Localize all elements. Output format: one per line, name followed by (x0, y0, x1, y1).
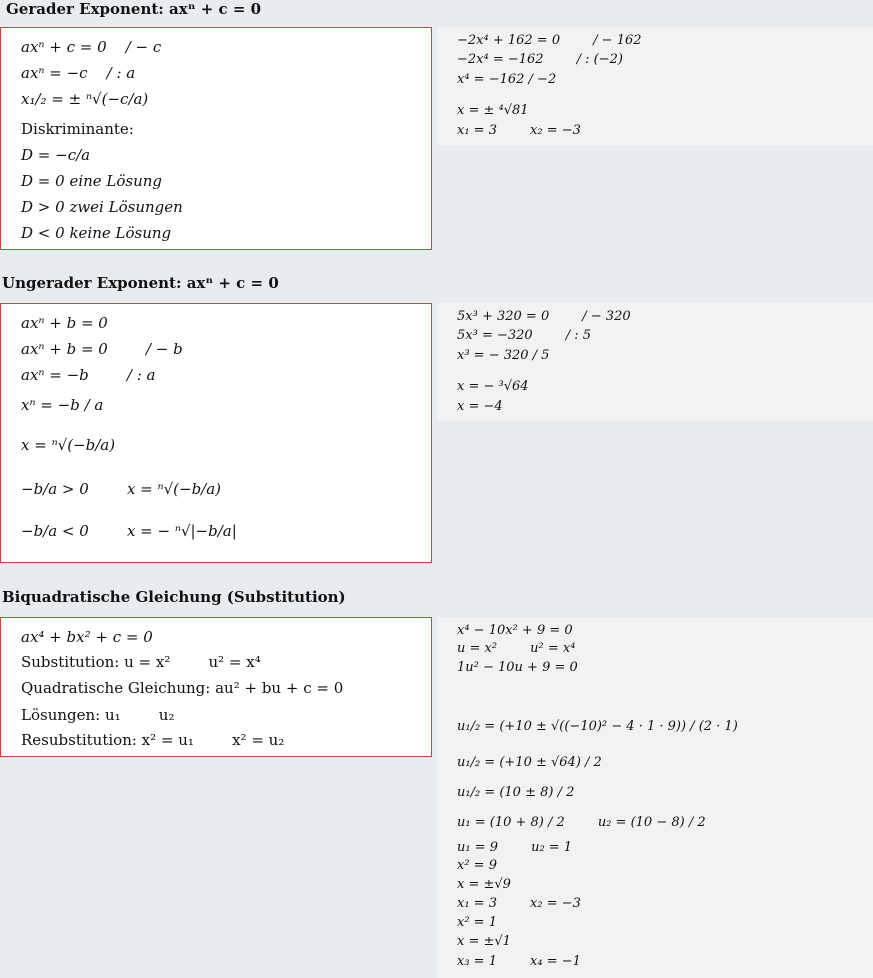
example-line: x₃ = 1 x₄ = −1 (457, 954, 581, 969)
formula-line: axⁿ + b = 0 (21, 314, 108, 332)
example-panel-gerader-exponent (437, 27, 873, 145)
example-line: x = − ³√64 (457, 379, 529, 394)
formula-box-biquadratische-gleichung (0, 617, 432, 757)
section-heading-biquadratische-gleichung: Biquadratische Gleichung (Substitution) (2, 588, 346, 606)
formula-line: x = ⁿ√(−b/a) (21, 436, 116, 454)
example-line: 5x³ + 320 = 0 / − 320 (457, 309, 631, 324)
formula-line: D < 0 keine Lösung (21, 224, 172, 242)
formula-line: Diskriminante: (21, 120, 134, 138)
formula-line: −b/a > 0 x = ⁿ√(−b/a) (21, 480, 222, 498)
example-line: x = ±√1 (457, 934, 511, 949)
example-line: 5x³ = −320 / : 5 (457, 328, 592, 343)
example-panel-biquadratische-gleichung (437, 617, 873, 978)
formula-line: x₁/₂ = ± ⁿ√(−c/a) (21, 90, 149, 108)
formula-line: Quadratische Gleichung: au² + bu + c = 0 (21, 679, 344, 697)
example-line: x = −4 (457, 399, 503, 414)
example-line: x = ±√9 (457, 877, 511, 892)
example-line: x⁴ = −162 / −2 (457, 72, 557, 87)
example-line: −2x⁴ + 162 = 0 / − 162 (457, 33, 642, 48)
example-line: u₁/₂ = (10 ± 8) / 2 (457, 785, 575, 800)
formula-line: axⁿ = −c / : a (21, 64, 136, 82)
example-line: u₁ = 9 u₂ = 1 (457, 840, 573, 855)
formula-line: −b/a < 0 x = − ⁿ√|−b/a| (21, 522, 237, 540)
section-heading-gerader-exponent: Gerader Exponent: axⁿ + c = 0 (6, 0, 262, 18)
example-line: x⁴ − 10x² + 9 = 0 (457, 623, 573, 638)
example-line: 1u² − 10u + 9 = 0 (457, 660, 578, 675)
example-line: u = x² u² = x⁴ (457, 641, 576, 656)
formula-line: D = 0 eine Lösung (21, 172, 163, 190)
example-line: x² = 1 (457, 915, 497, 930)
formula-box-ungerader-exponent (0, 303, 432, 563)
formula-line: Resubstitution: x² = u₁ x² = u₂ (21, 731, 285, 749)
example-line: x = ± ⁴√81 (457, 103, 529, 118)
example-line: u₁/₂ = (+10 ± √((−10)² − 4 · 1 · 9)) / (2 · 1) (457, 719, 738, 734)
example-line: −2x⁴ = −162 / : (−2) (457, 52, 623, 67)
formula-line: D > 0 zwei Lösungen (21, 198, 183, 216)
example-line: x₁ = 3 x₂ = −3 (457, 123, 581, 138)
formula-line: D = −c/a (21, 146, 91, 164)
formula-line: axⁿ = −b / : a (21, 366, 156, 384)
example-line: u₁ = (10 + 8) / 2 u₂ = (10 − 8) / 2 (457, 815, 706, 830)
section-heading-ungerader-exponent: Ungerader Exponent: axⁿ + c = 0 (2, 274, 279, 292)
example-line: u₁/₂ = (+10 ± √64) / 2 (457, 755, 602, 770)
formula-line: axⁿ + c = 0 / − c (21, 38, 162, 56)
formula-line: axⁿ + b = 0 / − b (21, 340, 183, 358)
example-line: x³ = − 320 / 5 (457, 348, 550, 363)
formula-line: Lösungen: u₁ u₂ (21, 706, 175, 724)
formula-line: ax⁴ + bx² + c = 0 (21, 628, 153, 646)
example-line: x₁ = 3 x₂ = −3 (457, 896, 581, 911)
formula-box-gerader-exponent (0, 27, 432, 250)
example-line: x² = 9 (457, 858, 497, 873)
formula-line: Substitution: u = x² u² = x⁴ (21, 653, 261, 671)
formula-line: xⁿ = −b / a (21, 396, 104, 414)
example-panel-ungerader-exponent (437, 303, 873, 421)
